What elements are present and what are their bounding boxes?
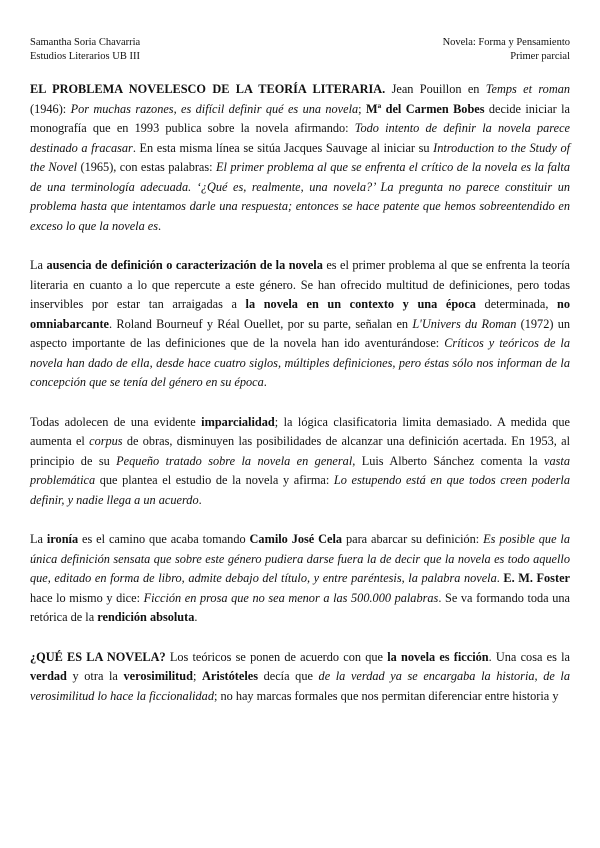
section-title: EL PROBLEMA NOVELESCO DE LA TEORÍA LITERARIA. — [30, 82, 386, 96]
text: decide iniciar la monografía que en 1993 publica sobre la novela afirmando: — [30, 101, 571, 135]
text: (1965), con estas palabras: — [77, 160, 216, 174]
key-term: no omniabarcante — [30, 297, 571, 331]
text: . Roland Bourneuf y Réal Ouellet, por su parte, señalan en — [109, 316, 413, 331]
text: Todas adolecen de una evidente — [30, 414, 202, 429]
text: . — [158, 218, 162, 233]
subject-name: Novela: Forma y Pensamiento — [442, 37, 570, 48]
text: es el camino que acaba tomando — [78, 532, 250, 546]
author-ref: Camilo José Cela — [249, 532, 343, 546]
paragraph-3 — [30, 413, 570, 511]
key-term: la novela es ficción — [387, 649, 489, 664]
quote: Lo estupendo está en que todos creen poderla definir, y nadie llega a un acuerdo — [30, 473, 570, 507]
text: La — [30, 258, 47, 272]
text: ; no hay marcas formales que nos permitan diferenciar entre historia y — [213, 688, 559, 703]
text: . Se va formando toda una retórica de la — [30, 590, 570, 624]
text: . — [263, 375, 267, 389]
text: . En esta misma línea se sitúa Jacques Sauvage al iniciar su — [132, 140, 434, 155]
text: para abarcar su definición: — [342, 532, 484, 546]
paragraph-2 — [30, 256, 570, 393]
text: ; — [358, 101, 366, 116]
text: es el primer problema al que se enfrenta la teoría literaria en cuanto a lo que repercute a este género. Se han ofrecido multitud de definiciones, pero todas inservibles por estar tan arraigadas a — [30, 258, 570, 311]
key-term: ironía — [46, 532, 79, 546]
text: determinada, — [475, 297, 558, 311]
text: . — [194, 610, 198, 624]
section-title: ¿QUÉ ES LA NOVELA? — [30, 649, 166, 664]
text: Jean Pouillon en — [385, 82, 486, 96]
text: decía que — [258, 669, 319, 683]
emphasis: vasta problemática — [30, 453, 570, 487]
quote: Ficción en prosa que no sea menor a las 500.000 palabras — [143, 590, 439, 605]
author-name: Samantha Soria Chavarria — [30, 37, 141, 48]
header-left — [30, 36, 140, 64]
paragraph-1 — [30, 80, 570, 236]
quote: Por muchas razones, es difícil definir qué es una novela — [70, 101, 359, 116]
text: que plantea el estudio de la novela y afirma: — [95, 473, 334, 487]
key-term: imparcialidad — [201, 414, 275, 429]
quote: de la verdad ya se encargaba la historia, de la verosimilitud lo hace la ficcionalidad — [30, 669, 570, 703]
emphasis: corpus — [89, 434, 123, 448]
quote: Es posible que la única definición sensata que sobre este género pudiera darse fuera la de decir que la novela es todo aquello que, editado en forma de libro, admite debajo del título, y entre paréntesis, la palabra novela — [30, 532, 570, 585]
key-term: verosimilitud — [123, 669, 193, 683]
text: . Una cosa es la — [488, 649, 570, 664]
book-title: Pequeño tratado sobre la novela en general — [116, 453, 353, 468]
text: , Luis Alberto Sánchez comenta la — [352, 453, 545, 468]
key-term: verdad — [30, 669, 67, 683]
book-title: L'Univers du Roman — [412, 316, 517, 331]
header-right — [443, 36, 570, 64]
quote: Críticos y teóricos de la novela han dado de ella, desde hace cuatro siglos, múltiples definiciones, pero éstas sólo nos informan de la concepción que se tenía del género en su época — [30, 336, 570, 389]
document-body — [30, 80, 570, 726]
author-ref: Aristóteles — [202, 669, 258, 683]
text: (1946): — [30, 101, 71, 116]
text: y otra la — [66, 669, 124, 683]
paragraph-5 — [30, 648, 570, 707]
key-term: ausencia de definición o caracterización de la novela — [46, 258, 323, 272]
text: Los teóricos se ponen de acuerdo con que — [165, 649, 388, 664]
key-term: rendición absoluta — [97, 610, 195, 624]
book-title: Temps et roman — [485, 82, 570, 96]
quote: Todo intento de definir la novela parece destinado a fracasar — [30, 121, 570, 155]
text: ; — [192, 669, 202, 683]
exam-name: Primer parcial — [510, 51, 570, 62]
text: La — [30, 532, 47, 546]
key-term: la novela en un contexto y una época — [245, 297, 476, 311]
text: de obras, disminuyen las posibilidades de alcanzar una definición acertada. En 1953, al principio de su — [30, 434, 570, 468]
paragraph-4 — [30, 530, 570, 628]
text: . — [198, 492, 202, 507]
text: . — [496, 571, 504, 585]
text: (1972) un aspecto importante de las definiciones que de la novela han ido aventurándose: — [30, 316, 571, 350]
text: hace lo mismo y dice: — [30, 590, 144, 605]
quote: El primer problema al que se enfrenta el crítico de la novela es la falta de una terminología adecuada. ‘¿Qué es, realmente, una novela?’ La pregunta no parece constituir un problema hasta que intentamos darle una respuesta; entonces se hace patente que hemos sobreentendido en exceso lo que la novela es — [30, 160, 570, 233]
author-ref: E. M. Foster — [503, 571, 570, 585]
author-ref: Mª del Carmen Bobes — [365, 101, 485, 116]
course-name: Estudios Literarios UB III — [30, 51, 140, 62]
book-title: Introduction to the Study of the Novel — [30, 140, 571, 174]
text: ; la lógica clasificatoria limita demasiado. A medida que aumenta el — [30, 414, 570, 448]
